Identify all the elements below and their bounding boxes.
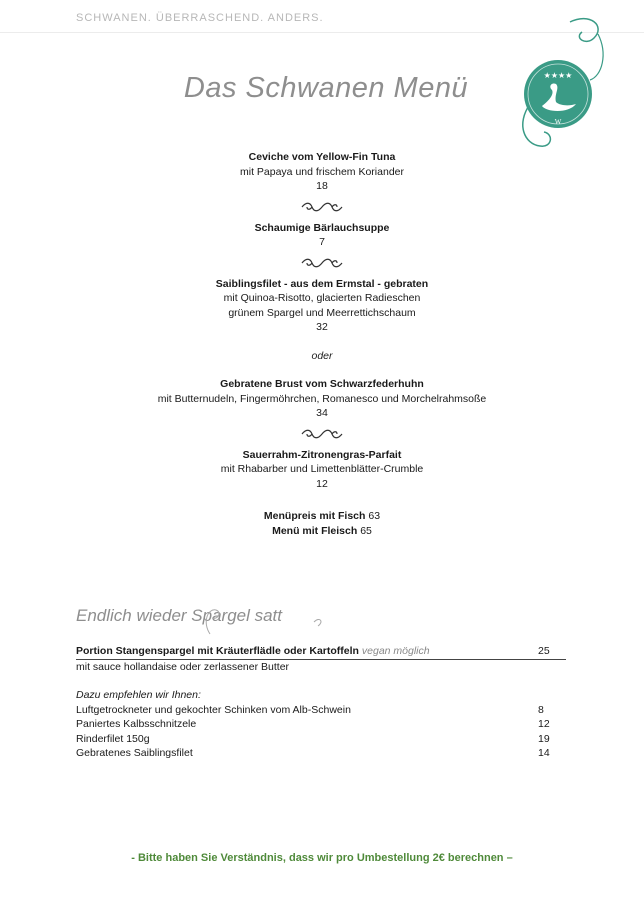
header-tagline: SCHWANEN. ÜBERRASCHEND. ANDERS. — [76, 12, 324, 24]
price-fish-label: Menüpreis mit Fisch — [263, 510, 366, 522]
extra-price: 14 — [538, 747, 550, 759]
swirl-ornament-icon — [196, 604, 326, 638]
course-price: 34 — [316, 407, 328, 419]
course-soup — [0, 221, 644, 250]
course-name: Saiblingsfilet - aus dem Ermstal - gebraten — [215, 277, 429, 290]
course-price: 12 — [316, 477, 328, 490]
extra-price: 19 — [538, 732, 550, 745]
course-name: Schaumige Bärlauchsuppe — [254, 221, 390, 234]
course-ceviche — [0, 150, 644, 194]
alternative-label: oder — [311, 349, 333, 362]
ornament-divider-icon — [300, 202, 344, 212]
price-meat — [0, 524, 644, 539]
course-chicken — [0, 377, 644, 421]
page-title: Das Schwanen Menü — [183, 72, 469, 104]
course-description: mit Rhabarber und Limettenblätter-Crumble — [220, 463, 424, 475]
course-name: Ceviche vom Yellow-Fin Tuna — [248, 151, 396, 163]
vegan-note: vegan möglich — [361, 645, 430, 657]
extra-row — [76, 703, 566, 718]
asparagus-section-title: Endlich wieder Spargel satt — [76, 606, 283, 625]
price-meat-value: 65 — [360, 524, 372, 537]
extra-price: 8 — [538, 703, 544, 716]
extra-name: Rinderfilet 150g — [76, 732, 150, 745]
ornament-divider-icon — [300, 429, 344, 439]
course-saibling — [0, 277, 644, 335]
extra-price: 12 — [538, 718, 550, 730]
course-name: Sauerrahm-Zitronengras-Parfait — [242, 448, 402, 461]
main-dish-name: Portion Stangenspargel mit Kräuterflädle oder Kartoffeln — [76, 645, 359, 657]
course-description: grünem Spargel und Meerrettichschaum — [228, 306, 416, 319]
asparagus-main-row — [76, 644, 566, 660]
main-dish-description: mit sauce hollandaise oder zerlassener Butter — [76, 660, 290, 673]
extra-name: Luftgetrockneter und gekochter Schinken vom Alb-Schwein — [76, 703, 351, 716]
set-menu — [0, 150, 644, 538]
footer-notice: - Bitte haben Sie Verständnis, dass wir pro Umbestellung 2€ berechnen – — [131, 852, 513, 864]
main-dish-price: 25 — [538, 645, 550, 657]
price-fish-value: 63 — [368, 510, 381, 522]
extra-name: Paniertes Kalbsschnitzele — [76, 718, 197, 730]
course-name: Gebratene Brust vom Schwarzfederhuhn — [220, 378, 424, 390]
extra-row — [76, 746, 566, 761]
extra-row — [76, 732, 566, 747]
course-description: mit Papaya und frischem Koriander — [240, 165, 404, 178]
menu-prices — [0, 509, 644, 538]
course-price: 7 — [319, 236, 325, 248]
logo-letter: W — [554, 118, 562, 126]
extra-name: Gebratenes Saiblingsfilet — [76, 747, 193, 759]
course-dessert — [0, 448, 644, 492]
svg-text:★★★★: ★★★★ — [543, 71, 573, 80]
course-description: mit Butternudeln, Fingermöhrchen, Romanesco und Morchelrahmsoße — [157, 392, 487, 405]
course-price: 32 — [316, 321, 328, 333]
recommendation-heading: Dazu empfehlen wir Ihnen: — [76, 689, 201, 701]
price-fish — [0, 509, 644, 524]
course-description: mit Quinoa-Risotto, glacierten Radieschen — [223, 292, 421, 304]
asparagus-list — [76, 644, 566, 761]
course-price: 18 — [316, 180, 328, 192]
extra-row — [76, 717, 566, 732]
price-meat-label: Menü mit Fleisch — [272, 524, 358, 537]
ornament-divider-icon — [300, 258, 344, 268]
